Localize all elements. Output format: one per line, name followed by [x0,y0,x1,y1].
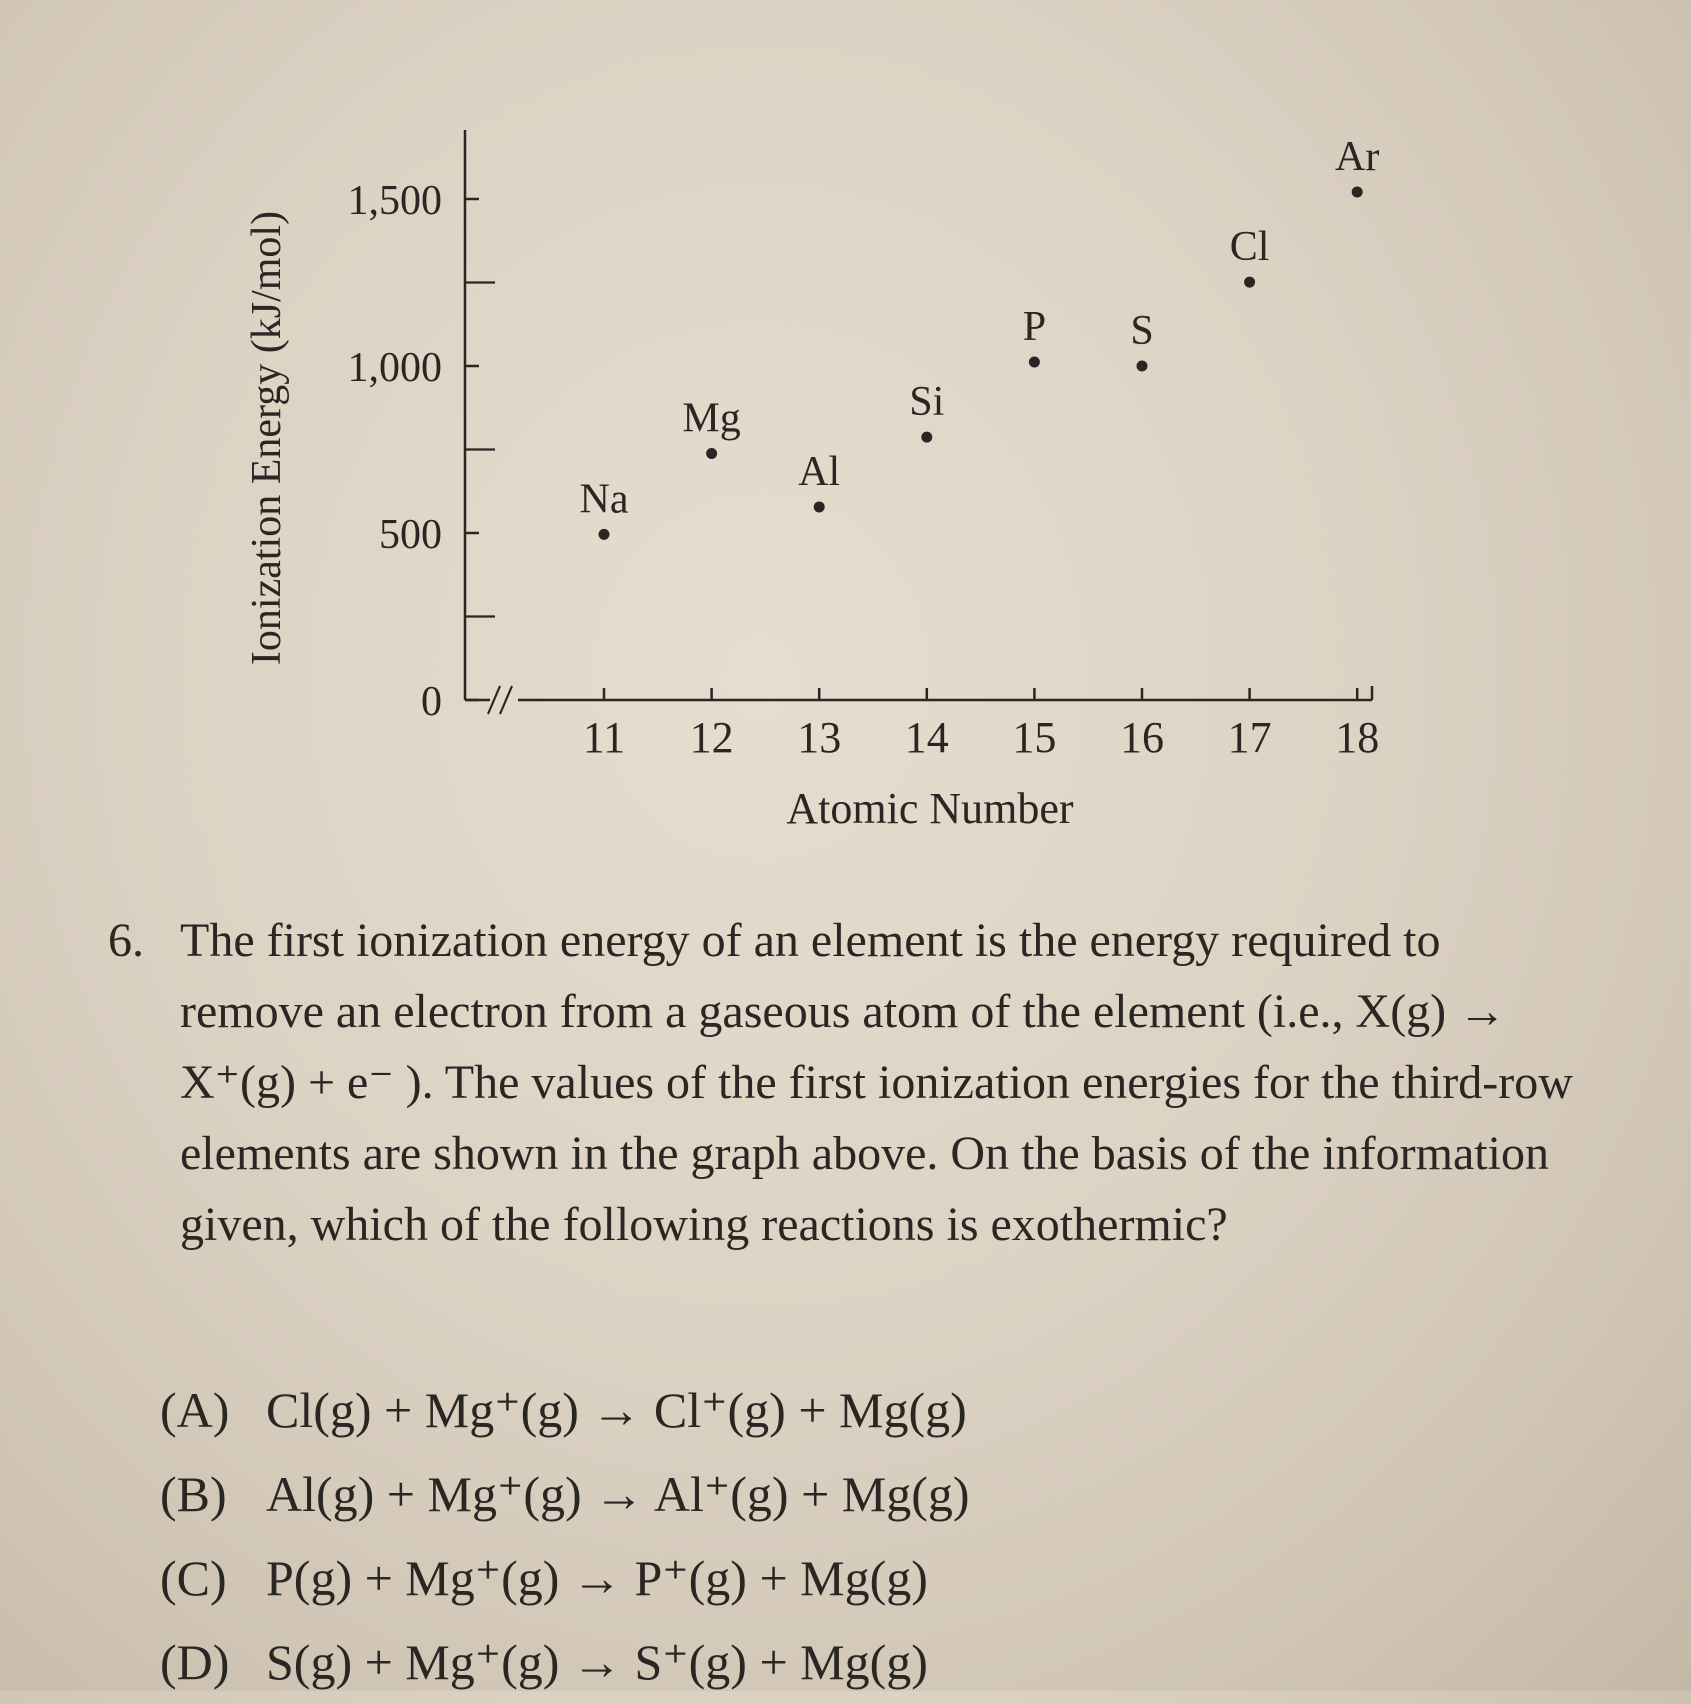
choice-d[interactable] [160,1620,970,1704]
x-axis-title: Atomic Number [786,784,1074,833]
data-label-cl: Cl [1229,224,1270,271]
y-tick-label: 500 [379,512,442,558]
chart-points [580,134,1380,540]
ionization-energy-chart [0,0,1691,840]
x-tick-label: 15 [1012,713,1057,762]
y-axis-title: Ionization Energy (kJ/mol) [244,210,290,666]
data-point-si [921,432,932,443]
data-point-p [1029,356,1040,367]
question-block [108,905,1578,1260]
x-tick-label: 12 [689,713,734,762]
data-point-na [599,529,610,540]
x-tick-label: 14 [904,713,949,762]
choice-letter: (A) [160,1382,230,1438]
data-label-al: Al [798,448,841,495]
data-label-ar: Ar [1335,133,1380,180]
data-point-cl [1244,277,1255,288]
chart-ticks [348,178,1380,762]
x-tick-label: 17 [1227,713,1272,762]
y-tick-label: 1,000 [347,345,442,391]
data-point-mg [706,448,717,459]
choice-text: Cl(g) + Mg⁺(g) → Cl⁺(g) + Mg(g) [266,1382,967,1438]
x-tick-label: 13 [797,713,842,762]
data-label-si: Si [909,379,945,426]
x-tick-label: 16 [1120,713,1164,762]
choice-a[interactable] [160,1368,970,1452]
question-text: The first ionization energy of an element is the energy required to remove an electron from a gaseous atom of the element (i.e., X(g) → X⁺(g) + e⁻ ). The values of the first ionization energies for the third-row elements are shown in the graph above. On the basis of the information given, which of the following reactions is exothermic? [180,914,1573,1251]
data-label-s: S [1130,308,1154,354]
x-tick-label: 11 [582,713,626,762]
question-number: 6. [108,914,144,967]
y-tick-label: 1,500 [347,178,442,224]
choice-letter: (B) [160,1466,227,1522]
axis-break-mark [488,686,512,714]
choice-c[interactable] [160,1536,970,1620]
choice-text: P(g) + Mg⁺(g) → P⁺(g) + Mg(g) [266,1550,928,1606]
choice-text: S(g) + Mg⁺(g) → S⁺(g) + Mg(g) [266,1634,928,1690]
y-tick-label: 0 [421,679,442,725]
data-label-na: Na [579,476,629,523]
choice-text: Al(g) + Mg⁺(g) → Al⁺(g) + Mg(g) [266,1466,970,1522]
x-tick-label: 18 [1335,713,1380,762]
data-point-s [1137,361,1148,372]
choice-letter: (C) [160,1550,227,1606]
data-label-mg: Mg [682,395,741,442]
data-point-al [814,501,825,512]
choice-b[interactable] [160,1452,970,1536]
data-label-p: P [1022,303,1047,350]
data-point-ar [1352,186,1363,197]
answer-choices [160,1368,970,1704]
choice-letter: (D) [160,1634,230,1690]
